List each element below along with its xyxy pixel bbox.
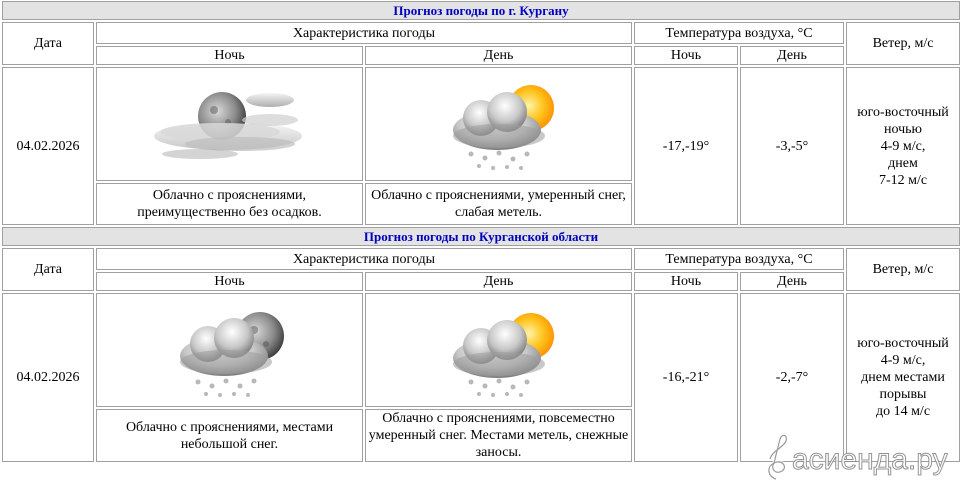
watermark	[758, 433, 953, 485]
forecast-date: 04.02.2026	[2, 293, 94, 462]
temp-day-header: День	[740, 272, 844, 291]
day-temperature: -3,-5°	[740, 67, 844, 225]
weather-header: Характеристика погоды	[96, 22, 632, 44]
day-weather-image-cell	[365, 293, 632, 407]
date-header: Дата	[2, 22, 94, 65]
day-weather-description: Облачно с прояснениями, умеренный снег, слабая метель.	[365, 183, 632, 225]
wind-line: днем	[888, 155, 918, 171]
wind-line: 7-12 м/с	[878, 172, 928, 188]
wind-line: юго-восточный	[857, 336, 949, 351]
wind-line: порывы	[879, 387, 927, 402]
temp-night-header: Ночь	[634, 272, 738, 291]
weather-day-header: День	[365, 46, 632, 65]
wind-line: юго-восточный	[857, 104, 949, 120]
region-forecast-title: Прогноз погоды по Курганской области	[2, 227, 960, 246]
night-temperature: -17,-19°	[634, 67, 738, 225]
night-temperature: -16,-21°	[634, 293, 738, 462]
wind-header: Ветер, м/с	[846, 22, 960, 65]
weather-night-header: Ночь	[96, 46, 363, 65]
date-header: Дата	[2, 248, 94, 291]
temperature-header: Температура воздуха, °C	[634, 248, 844, 270]
watermark-graphic	[758, 433, 953, 485]
wind-line: ночью	[884, 121, 923, 137]
temp-day-header: День	[740, 46, 844, 65]
wind-description	[846, 67, 960, 225]
weather-day-header: День	[365, 272, 632, 291]
day-temperature: -2,-7°	[740, 293, 844, 462]
wind-line: днем местами	[861, 370, 945, 385]
day-weather-image-cell	[365, 67, 632, 181]
wind-line: 4-9 м/с,	[880, 353, 926, 368]
night-weather-image-cell	[96, 293, 363, 407]
wind-line: до 14 м/с	[875, 404, 931, 419]
city-forecast-title: Прогноз погоды по г. Кургану	[2, 1, 960, 20]
temp-night-header: Ночь	[634, 46, 738, 65]
weather-header: Характеристика погоды	[96, 248, 632, 270]
watermark-text: асиенда.ру	[792, 443, 948, 476]
wind-header: Ветер, м/с	[846, 248, 960, 291]
cloudy-moon-icon	[150, 74, 310, 174]
temperature-header: Температура воздуха, °C	[634, 22, 844, 44]
day-weather-description: Облачно с прояснениями, повсеместно умеренный снег. Местами метель, снежные заносы.	[365, 409, 632, 462]
wind-line: 4-9 м/с,	[880, 138, 926, 154]
night-weather-image-cell	[96, 67, 363, 181]
night-weather-description: Облачно с прояснениями, преимущественно без осадков.	[96, 183, 363, 225]
cloud-moon-snow-icon	[150, 300, 310, 400]
cloud-sun-snow-icon	[419, 300, 579, 400]
weather-night-header: Ночь	[96, 272, 363, 291]
forecast-date: 04.02.2026	[2, 67, 94, 225]
night-weather-description: Облачно с прояснениями, местами небольшой снег.	[96, 409, 363, 462]
cloud-sun-snow-icon	[419, 74, 579, 174]
